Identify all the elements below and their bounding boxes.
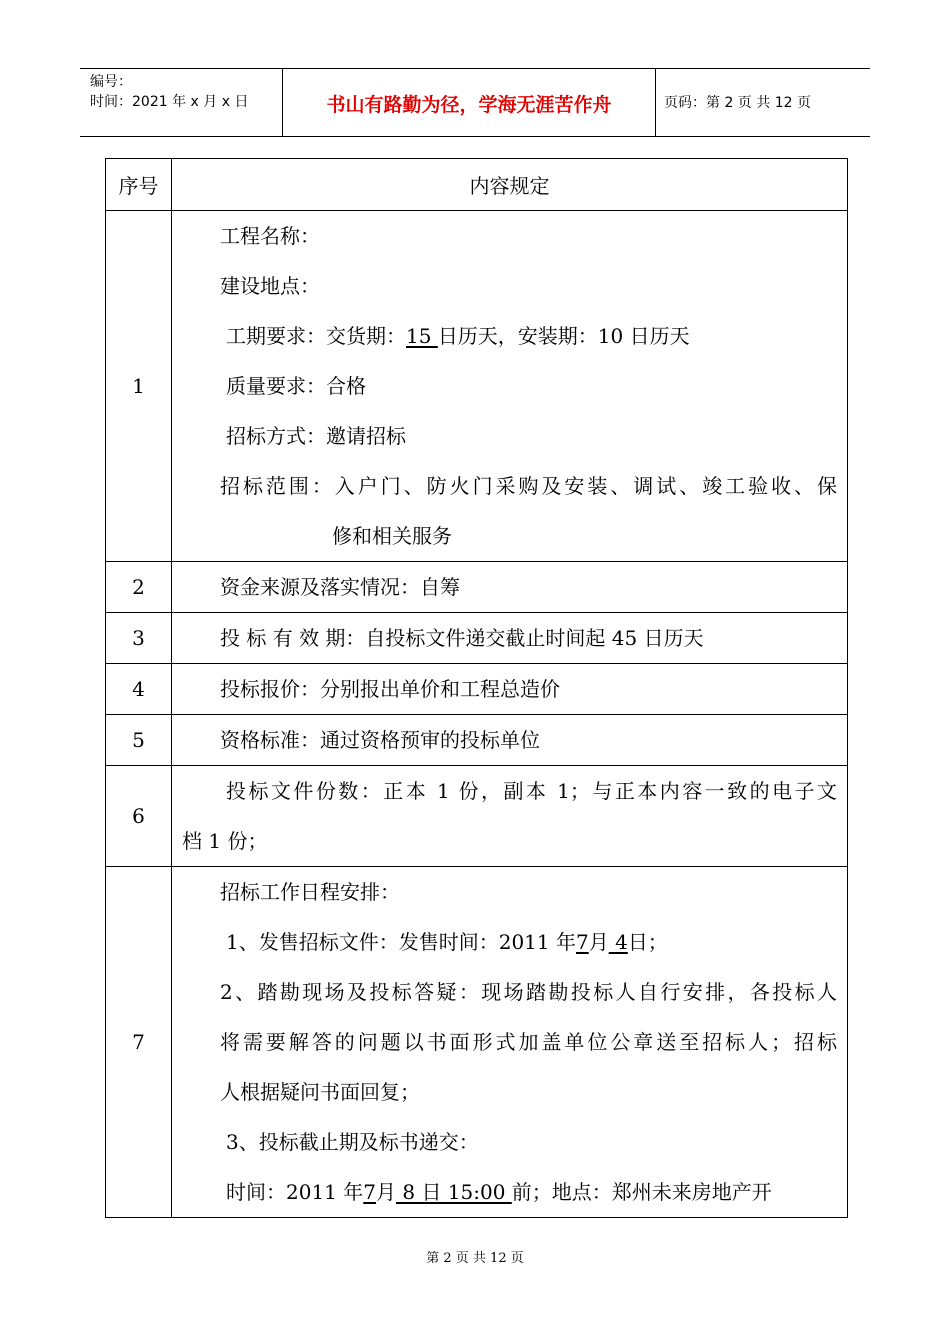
row-content [172, 867, 848, 1218]
period-rest: 日历天，安装期：10 日历天 [437, 324, 690, 348]
deadline-day-time: 8 日 15:00 [396, 1180, 512, 1204]
deadline-month: 7 [363, 1180, 376, 1204]
header-separator-left [282, 68, 283, 136]
location-line: 建设地点： [220, 274, 320, 298]
deadline-month-unit: 月 [376, 1180, 396, 1204]
sale-month-unit: 月 [588, 930, 609, 954]
table-header-row [106, 159, 848, 211]
deadline-label: 时间：2011 年 [226, 1180, 364, 1204]
table-row [106, 766, 848, 867]
table-row [106, 867, 848, 1218]
table-row [106, 562, 848, 613]
scope-line-1: 招标范围：入户门、防火门采购及安装、调试、竣工验收、保 [220, 474, 837, 498]
header-bottom-rule [80, 136, 870, 137]
schedule-line-4: 人根据疑问书面回复； [220, 1080, 420, 1104]
table-row [106, 715, 848, 766]
col-header-content: 内容规定 [172, 159, 848, 211]
copies-line-2: 档 1 份； [182, 829, 268, 853]
deadline-place: 前；地点：郑州未来房地产开 [511, 1180, 772, 1204]
period-line [172, 311, 847, 361]
sale-label: 1、发售招标文件：发售时间：2011 年 [226, 930, 576, 954]
schedule-title: 招标工作日程安排： [220, 880, 400, 904]
table-row [106, 211, 848, 562]
row-number: 6 [106, 766, 172, 867]
header-time: 时间：2021 年 x 月 x 日 [90, 94, 249, 110]
quality-line: 质量要求：合格 [226, 374, 366, 398]
header-page-info: 页码：第 2 页 共 12 页 [664, 95, 811, 111]
header-meta [90, 72, 248, 112]
header-top-rule [80, 68, 870, 69]
sale-day: 4 [608, 930, 628, 954]
project-name-line: 工程名称： [220, 224, 320, 248]
row-number: 2 [106, 562, 172, 613]
period-label: 工期要求：交货期： [226, 324, 406, 348]
row-number: 5 [106, 715, 172, 766]
method-line: 招标方式：邀请招标 [226, 424, 406, 448]
row-number: 4 [106, 664, 172, 715]
row-number: 3 [106, 613, 172, 664]
row-number: 7 [106, 867, 172, 1218]
schedule-line-1 [172, 917, 847, 967]
row-content [172, 211, 848, 562]
schedule-line-3: 将需要解答的问题以书面形式加盖单位公章送至招标人；招标 [220, 1030, 837, 1054]
quote-line: 投标报价：分别报出单价和工程总造价 [220, 677, 560, 701]
page-footer: 第 2 页 共 12 页 [426, 1251, 524, 1266]
schedule-line-2: 2、踏勘现场及投标答疑：现场踏勘投标人自行安排，各投标人 [220, 980, 837, 1004]
delivery-days: 15 [406, 324, 438, 348]
row-number: 1 [106, 211, 172, 562]
col-header-number: 序号 [106, 159, 172, 211]
sale-month: 7 [575, 930, 589, 954]
scope-line-2: 修和相关服务 [332, 524, 452, 548]
copies-line-1: 投标文件份数：正本 1 份，副本 1；与正本内容一致的电子文 [226, 779, 837, 803]
header-motto: 书山有路勤为径，学海无涯苦作舟 [326, 94, 612, 116]
table-row [106, 613, 848, 664]
funding-line: 资金来源及落实情况：自筹 [220, 575, 460, 599]
validity-line: 投 标 有 效 期：自投标文件递交截止时间起 45 日历天 [220, 626, 704, 650]
bid-info-table [105, 158, 848, 1218]
schedule-line-5: 3、投标截止期及标书递交： [226, 1130, 479, 1154]
sale-day-unit: 日； [627, 930, 668, 954]
header-separator-right [655, 68, 656, 136]
schedule-line-6 [172, 1167, 847, 1217]
table-row [106, 664, 848, 715]
header-number: 编号： [90, 74, 132, 90]
qualification-line: 资格标准：通过资格预审的投标单位 [220, 728, 540, 752]
